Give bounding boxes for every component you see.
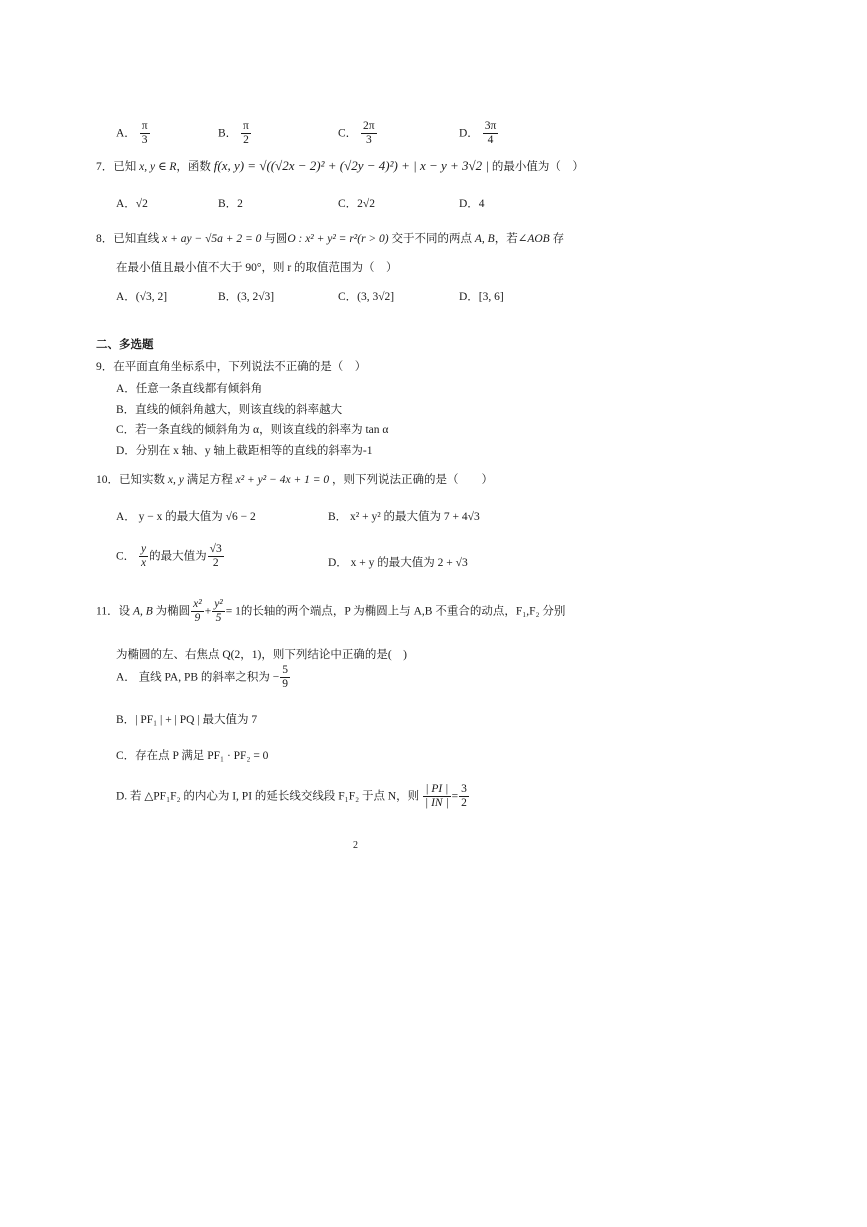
- q10-stem: [96, 471, 493, 487]
- q10-option-c: [116, 543, 225, 570]
- q9-option-c: C．若一条直线的倾斜角为 α，则该直线的斜率为 tan α: [116, 424, 389, 436]
- stem-text: ，则下列说法正确的是（ ）: [331, 474, 493, 486]
- q11-stem-line1: [96, 598, 565, 625]
- denominator: 9: [282, 678, 289, 691]
- numerator: y: [139, 543, 148, 557]
- option-fraction: [140, 120, 150, 147]
- stem-text: 存: [552, 233, 565, 245]
- q7-option-b: B．2: [218, 198, 243, 210]
- stem-points: A, B: [474, 233, 495, 245]
- option-text: D. 若 △PF₁F₂ 的内心为 I, PI 的延长线交线段 F₁F₂ 于点 N，则: [116, 790, 420, 803]
- stem-text: 7．已知: [96, 161, 137, 173]
- stem-vars: x, y ∈ R: [139, 161, 177, 173]
- q8-option-c: C．(3, 3√2]: [338, 291, 395, 303]
- denominator: 5: [215, 612, 222, 625]
- q10-option-a: A． y − x 的最大值为 √6 − 2: [116, 511, 256, 523]
- option-text: A． 直线 PA, PB 的斜率之积为 −: [116, 671, 280, 684]
- q10-option-b: B． x² + y² 的最大值为 7 + 4√3: [328, 511, 480, 523]
- q11-option-d: [116, 783, 470, 810]
- option-fraction: [139, 543, 148, 570]
- stem-text: 10．已知实数: [96, 474, 165, 486]
- option-label: C．: [116, 550, 136, 563]
- stem-text: 为椭圆: [155, 605, 191, 618]
- stem-text: 8．已知直线: [96, 233, 160, 245]
- option-label: A．: [116, 127, 136, 140]
- denominator: 2: [212, 557, 219, 570]
- stem-text: 的长轴的两个端点，P 为椭圆上与 A,B 不重合的动点，F₁,F₂ 分别: [240, 605, 566, 618]
- numerator: 3: [459, 783, 469, 797]
- numerator: | PI |: [423, 783, 451, 797]
- stem-text: 11．设: [96, 605, 131, 618]
- option-label: B．: [218, 127, 238, 140]
- stem-formula: f(x, y) = √((√2x − 2)² + (√2y − 4)²) + | x − y + 3√2 |: [213, 158, 490, 173]
- denominator: 4: [487, 134, 494, 147]
- option-text: 的最大值为: [149, 550, 207, 563]
- q8-stem-line2: 在最小值且最小值不大于 90°，则 r 的取值范围为（ ）: [116, 262, 398, 274]
- stem-points: A, B: [132, 605, 153, 618]
- q7-stem: [96, 158, 584, 174]
- stem-formula: x² + y² − 4x + 1 = 0: [235, 474, 330, 486]
- numerator: 2π: [361, 120, 377, 134]
- numerator: π: [241, 120, 251, 134]
- denominator: 3: [141, 134, 148, 147]
- q6-option-c: [338, 120, 378, 147]
- option-label: C．: [338, 127, 358, 140]
- stem-text: 满足方程: [186, 474, 233, 486]
- option-fraction: [280, 664, 290, 691]
- numerator: y²: [212, 598, 225, 612]
- q7-option-d: D．4: [459, 198, 485, 210]
- q11-stem-line2: 为椭圆的左、右焦点 Q(2，1)，则下列结论中正确的是( ): [116, 649, 407, 661]
- q10-option-d: D． x + y 的最大值为 2 + √3: [328, 557, 468, 569]
- stem-text: 交于不同的两点: [391, 233, 473, 245]
- q9-option-b: B．直线的倾斜角越大，则该直线的斜率越大: [116, 404, 343, 416]
- denominator: 2: [243, 134, 249, 147]
- numerator: 5: [280, 664, 290, 678]
- q6-option-b: [218, 120, 252, 147]
- q9-option-a: A．任意一条直线都有倾斜角: [116, 383, 263, 395]
- denominator: x: [141, 557, 147, 570]
- denominator: | IN |: [425, 797, 449, 810]
- stem-angle: ∠AOB: [517, 233, 550, 245]
- option-fraction: [459, 783, 469, 810]
- equals-one: = 1: [225, 605, 241, 618]
- stem-text: 与圆: [264, 233, 288, 245]
- plus-sign: +: [204, 605, 212, 618]
- denominator: 2: [461, 797, 467, 810]
- denominator: 9: [194, 612, 201, 625]
- q6-option-d: [459, 120, 499, 147]
- stem-text: ，若: [494, 233, 518, 245]
- ellipse-fraction-x: [191, 598, 204, 625]
- q11-option-c: C．存在点 P 满足 PF₁ · PF₂ = 0: [116, 750, 269, 762]
- q7-option-c: C．2√2: [338, 198, 375, 210]
- q9-stem: 9．在平面直角坐标系中，下列说法不正确的是（ ）: [96, 361, 367, 373]
- q8-option-b: B．(3, 2√3]: [218, 291, 275, 303]
- numerator: 3π: [483, 120, 499, 134]
- page-number: 2: [353, 840, 358, 851]
- q11-option-b: B．| PF₁ | + | PQ | 最大值为 7: [116, 714, 258, 726]
- stem-text: 的最小值为（ ）: [491, 161, 584, 173]
- option-fraction: [241, 120, 251, 147]
- option-label: D．: [459, 127, 479, 140]
- option-fraction: [423, 783, 451, 810]
- numerator: √3: [208, 543, 224, 557]
- q9-option-d: D．分别在 x 轴、y 轴上截距相等的直线的斜率为-1: [116, 445, 373, 457]
- numerator: π: [140, 120, 150, 134]
- stem-formula: O : x² + y² = r²(r > 0): [287, 233, 389, 245]
- q7-option-a: A．√2: [116, 198, 148, 210]
- equals-sign: =: [451, 790, 459, 803]
- section-title: 二、多选题: [96, 339, 154, 351]
- q6-option-a: [116, 120, 151, 147]
- ellipse-fraction-y: [212, 598, 225, 625]
- stem-vars: x, y: [167, 474, 184, 486]
- q8-option-a: A．(√3, 2]: [116, 291, 168, 303]
- option-fraction: [483, 120, 499, 147]
- option-fraction: [361, 120, 377, 147]
- denominator: 3: [365, 134, 372, 147]
- stem-text: ，函数: [176, 161, 211, 173]
- option-fraction: [208, 543, 224, 570]
- q11-option-a: [116, 664, 291, 691]
- q8-option-d: D．[3, 6]: [459, 291, 504, 303]
- stem-formula: x + ay − √5a + 2 = 0: [162, 233, 262, 245]
- numerator: x²: [191, 598, 204, 612]
- q8-stem-line1: [96, 230, 564, 246]
